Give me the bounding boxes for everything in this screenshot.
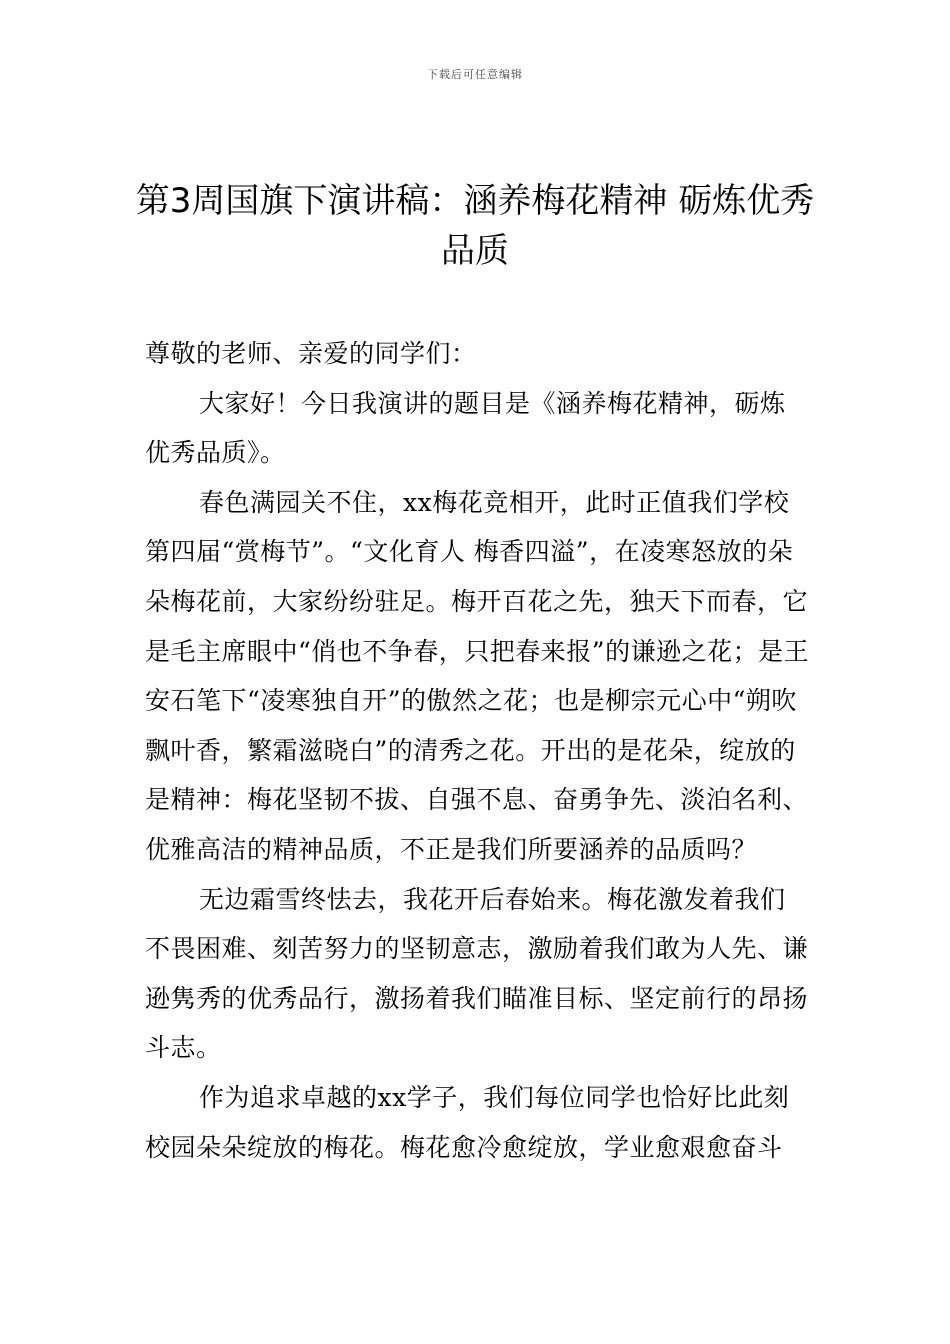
paragraph-plum-festival: 春色满园关不住，xx梅花竞相开，此时正值我们学校第四届“赏梅节”。“文化育人 梅香四溢”，在凌寒怒放的朵朵梅花前，大家纷纷驻足。梅开百花之先，独天下而春，它是毛主席眼中“俏也不争春，只把春来报”的谦逊之花；是王安石笔下“凌寒独自开”的傲然之花；也是柳宗元心中“朔吹飘叶香，繁霜滋晓白”的清秀之花。开出的是花朵，绽放的是精神：梅花坚韧不拔、自强不息、奋勇争先、淡泊名利、优雅高洁的精神品质，不正是我们所要涵养的品质吗？ (145, 487, 810, 864)
document-title: 第3周国旗下演讲稿：涵养梅花精神 砺炼优秀品质 (135, 181, 815, 271)
salutation: 尊敬的老师、亲爱的同学们： (145, 339, 477, 368)
paragraph-plum-inspiration: 无边霜雪终怯去，我花开后春始来。梅花激发着我们不畏困难、刻苦努力的坚韧意志，激励着我们敢为人先、谦逊隽秀的优秀品行，激扬着我们瞄准目标、坚定前行的昂扬斗志。 (145, 884, 809, 1063)
paragraph-greeting: 大家好！今日我演讲的题目是《涵养梅花精神，砺炼优秀品质》。 (145, 388, 786, 468)
paragraph-students: 作为追求卓越的xx学子，我们每位同学也恰好比此刻校园朵朵绽放的梅花。梅花愈冷愈绽放，学业愈艰愈奋斗 (145, 1082, 790, 1162)
document-body (145, 329, 810, 1172)
header-note: 下载后可任意编辑 (427, 68, 523, 81)
